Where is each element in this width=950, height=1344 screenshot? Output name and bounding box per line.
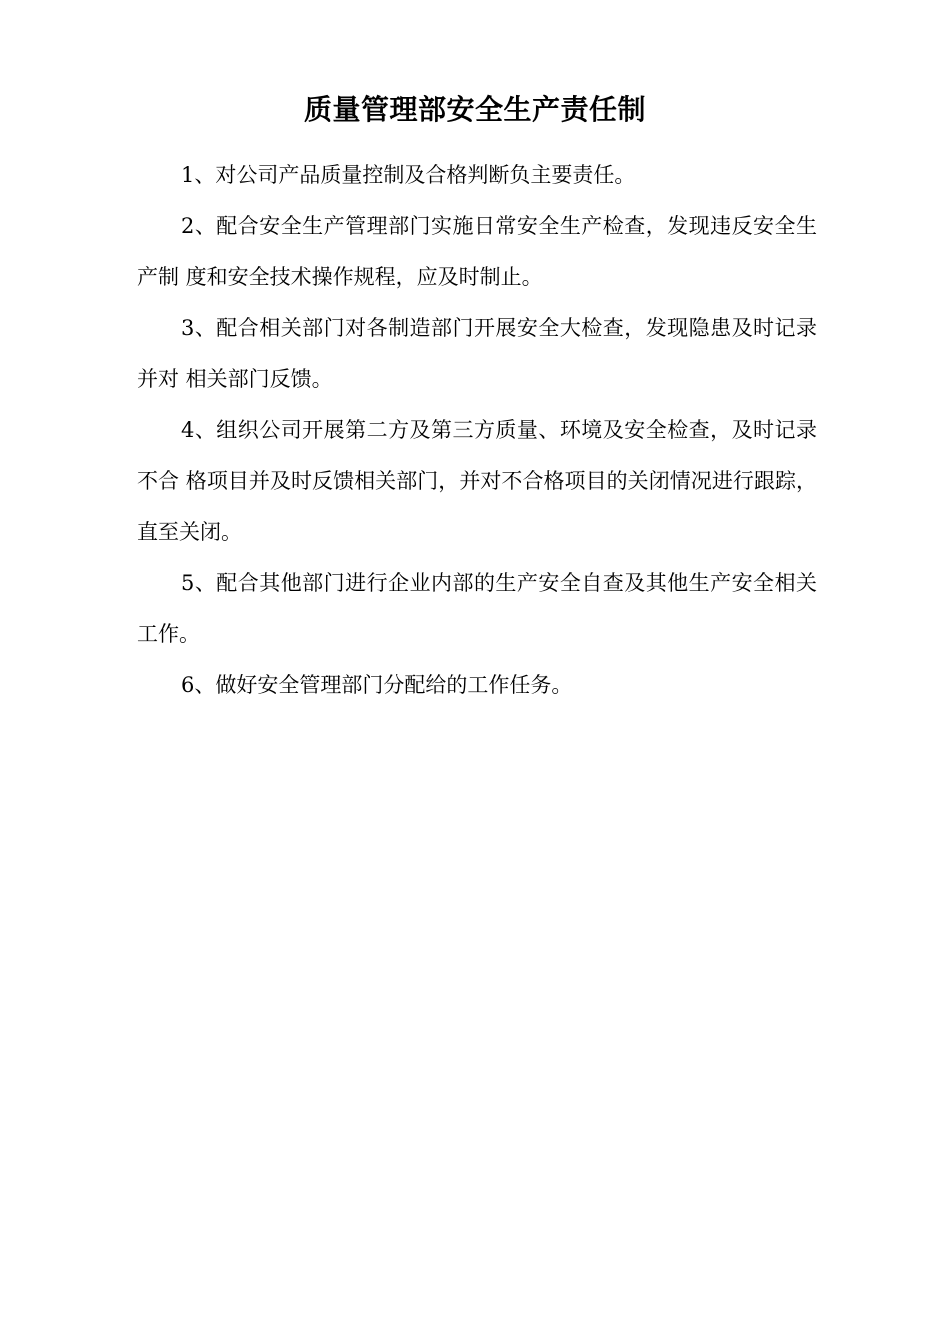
- paragraph-6: 6、做好安全管理部门分配给的工作任务。: [181, 673, 573, 697]
- paragraph-4: 4、组织公司开展第二方及第三方质量、环境及安全检查，及时记录不合 格项目并及时反馈相关部门，并对不合格项目的关闭情况进行跟踪，直至关闭。: [137, 418, 817, 544]
- document-title: 质量管理部安全生产责任制: [303, 93, 646, 126]
- document-body: [137, 150, 817, 711]
- paragraph-5: 5、配合其他部门进行企业内部的生产安全自查及其他生产安全相关工作。: [137, 571, 817, 646]
- paragraph-1: 1、对公司产品质量控制及合格判断负主要责任。: [181, 163, 636, 187]
- paragraph-2: 2、配合安全生产管理部门实施日常安全生产检查，发现违反安全生产制 度和安全技术操作规程，应及时制止。: [137, 214, 817, 289]
- paragraph-3: 3、配合相关部门对各制造部门开展安全大检查，发现隐患及时记录并对 相关部门反馈。: [137, 316, 817, 391]
